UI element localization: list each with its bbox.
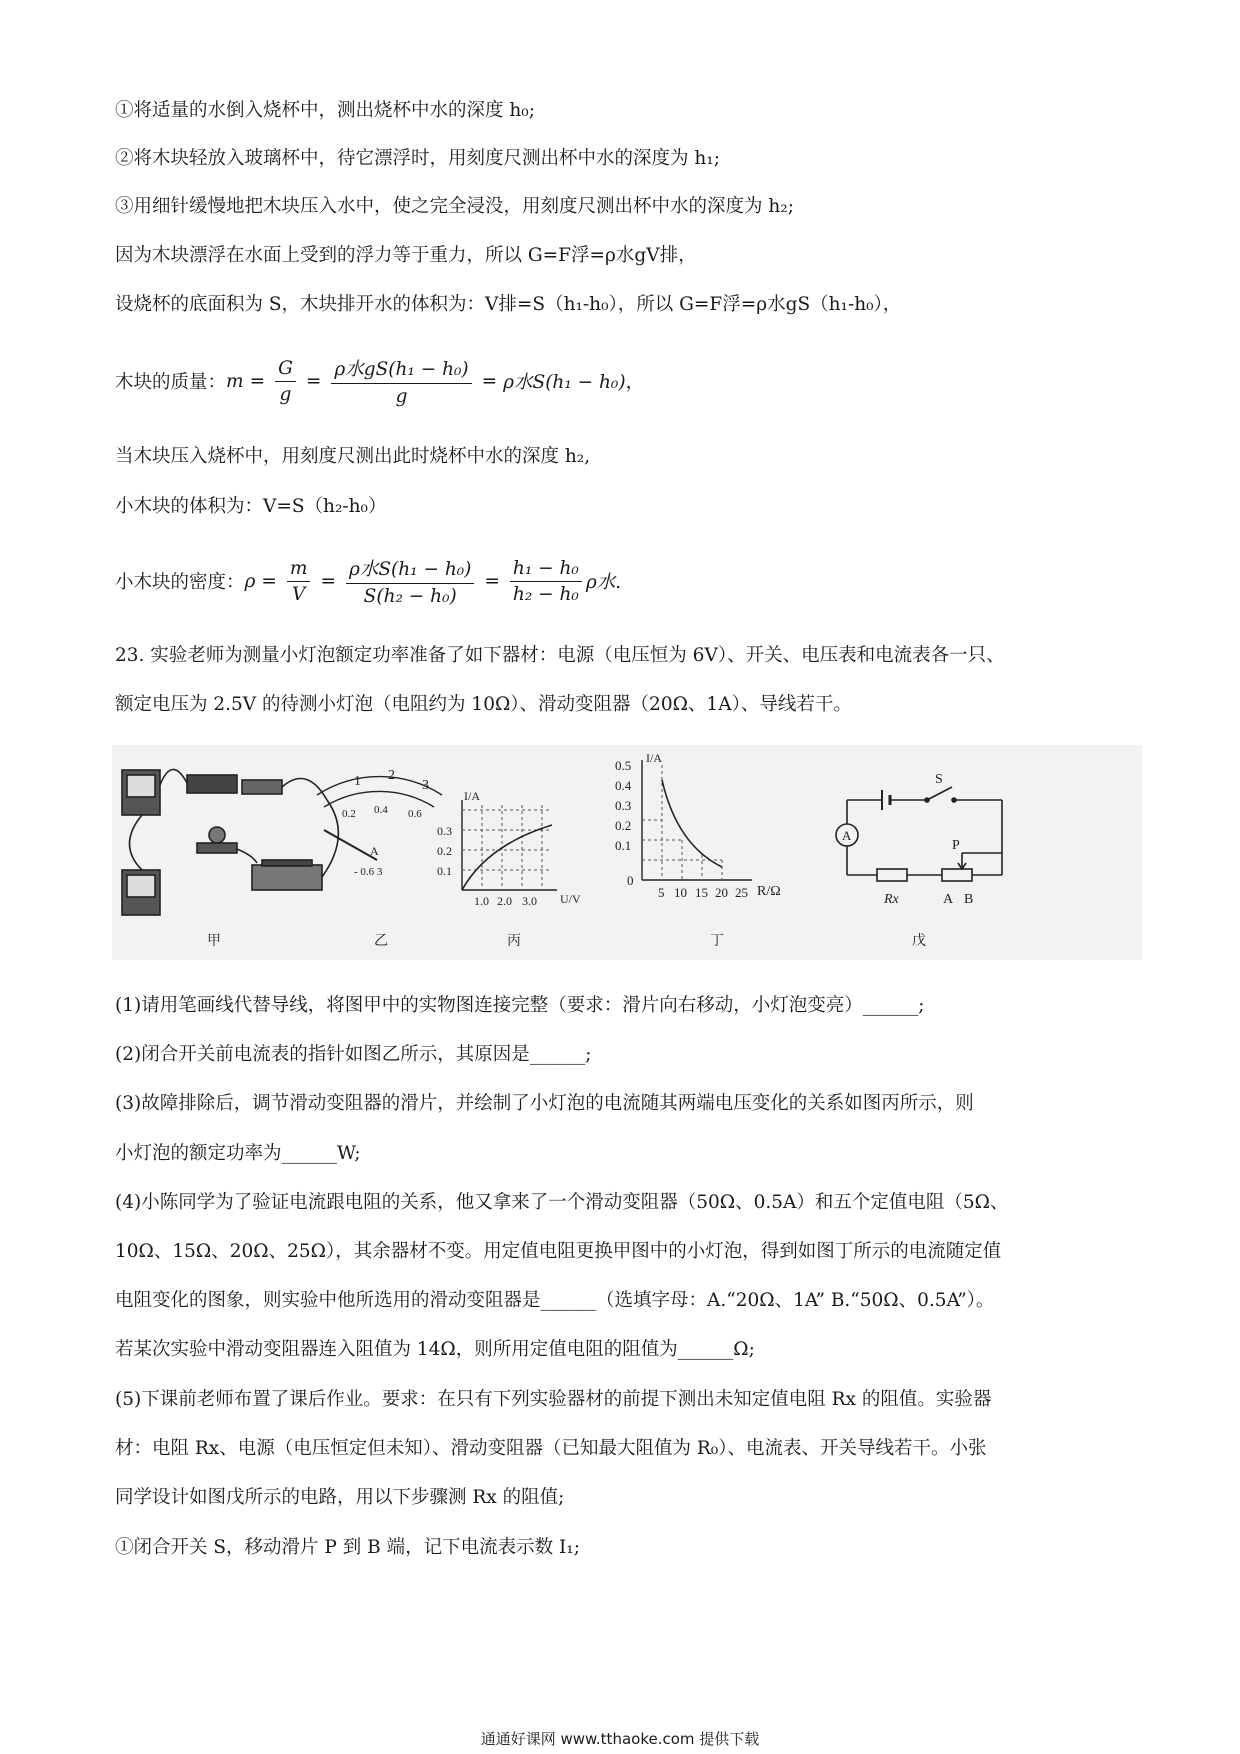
question-2: (2)闭合开关前电流表的指针如图乙所示，其原因是______; [115, 1044, 592, 1065]
mass-rhs: ρ水S(h₁ − h₀) [503, 372, 626, 393]
ding-ytick-01: 0.1 [615, 838, 632, 853]
caption-wu: 戊 [912, 934, 926, 949]
ding-ylabel: I/A [646, 751, 662, 765]
meter-tick-2: 2 [388, 768, 395, 783]
question-3-line-1: (3)故障排除后，调节滑动变阻器的滑片，并绘制了小灯泡的电流随其两端电压变化的关系如图丙所示，则 [115, 1093, 974, 1114]
step-1: ①将适量的水倒入烧杯中，测出烧杯中水的深度 h₀; [115, 100, 535, 121]
meter-terminals: - 0.6 3 [354, 866, 383, 878]
bing-xtick-3: 3.0 [522, 894, 537, 908]
question-5-line-2: 材：电阻 Rx、电源（电压恒定但未知）、滑动变阻器（已知最大阻值为 R₀）、电流表、开关导线若干。小张 [115, 1438, 987, 1459]
ding-ytick-0: 0 [627, 873, 634, 888]
q23-line-1: 23. 实验老师为测量小灯泡额定功率准备了如下器材：电源（电压恒为 6V）、开关、电压表和电流表各一只、 [115, 645, 1005, 666]
experiment-figures [112, 745, 1142, 960]
wu-end-b: B [964, 892, 974, 907]
bing-ytick-01: 0.1 [437, 864, 452, 878]
meter-tick-06: 0.6 [408, 808, 422, 820]
question-5-line-1: (5)下课前老师布置了课后作业。要求：在只有下列实验器材的前提下测出未知定值电阻 Rx 的阻值。实验器 [115, 1389, 992, 1410]
footer-site: 通通好课网 [480, 1730, 556, 1748]
mass-frac-1: $\frac{G}{g}$ [275, 358, 296, 405]
bing-xtick-1: 1.0 [474, 894, 489, 908]
ding-xtick-10: 10 [674, 885, 687, 900]
ding-xtick-15: 15 [695, 885, 708, 900]
question-5-step-1: ①闭合开关 S，移动滑片 P 到 B 端，记下电流表示数 I₁; [115, 1537, 580, 1558]
density-frac-2: $\frac{\text{ρ水S(h₁ − h₀)}}{\text{S(h₂ − h₀)}}$ [346, 555, 474, 607]
reason-line-1: 因为木块漂浮在水面上受到的浮力等于重力，所以 G=F浮=ρ水gV排， [115, 245, 697, 266]
question-3-line-2: 小灯泡的额定功率为______W; [115, 1143, 361, 1164]
wu-slider-label: P [952, 838, 960, 853]
ding-xtick-5: 5 [658, 885, 665, 900]
meter-tick-3: 3 [422, 778, 429, 793]
bing-ytick-03: 0.3 [437, 824, 452, 838]
ding-ytick-03: 0.3 [615, 798, 632, 813]
meter-terminal-a: A [370, 844, 379, 858]
q23-line-2: 额定电压为 2.5V 的待测小灯泡（电阻约为 10Ω）、滑动变阻器（20Ω、1A）、导线若干。 [115, 694, 852, 715]
wu-switch-label: S [935, 772, 943, 787]
page-footer [0, 1728, 1240, 1749]
wu-resistor-label: Rx [884, 892, 899, 907]
question-5-line-3: 同学设计如图戊所示的电路，用以下步骤测 Rx 的阻值; [115, 1487, 565, 1508]
caption-bing: 丙 [507, 934, 521, 949]
ding-xtick-20: 20 [715, 885, 728, 900]
density-frac-1: $\frac{m}{V}$ [287, 558, 311, 605]
question-4-line-4: 若某次实验中滑动变阻器连入阻值为 14Ω，则所用定值电阻的阻值为______Ω; [115, 1339, 755, 1360]
density-frac-3: $\frac{\text{h₁ − h₀}}{\text{h₂ − h₀}}$ [510, 558, 582, 605]
meter-tick-02: 0.2 [342, 808, 356, 820]
footer-suffix: 提供下载 [699, 1730, 760, 1748]
density-lhs: ρ [244, 570, 256, 592]
step-3: ③用细针缓慢地把木块压入水中，使之完全浸没，用刻度尺测出杯中水的深度为 h₂; [115, 196, 794, 217]
meter-tick-04: 0.4 [374, 804, 388, 816]
caption-ding: 丁 [710, 934, 724, 949]
density-label: 小木块的密度： [115, 572, 245, 593]
wu-end-a: A [943, 892, 954, 907]
press-text: 当木块压入烧杯中，用刻度尺测出此时烧杯中水的深度 h₂, [115, 446, 591, 467]
bing-ytick-02: 0.2 [437, 844, 452, 858]
volume-text: 小木块的体积为：V=S（h₂-h₀） [115, 496, 387, 517]
bing-ylabel: I/A [464, 789, 480, 803]
caption-yi: 乙 [374, 934, 388, 949]
ding-xlabel: R/Ω [757, 884, 781, 899]
reason-line-2: 设烧杯的底面积为 S，木块排开水的体积为：V排=S（h₁-h₀），所以 G=F浮=ρ水gS（h₁-h₀）， [115, 294, 902, 315]
footer-url-link[interactable]: www.tthaoke.com [560, 1730, 695, 1748]
mass-lhs: m [226, 370, 244, 392]
density-formula: 小木块的密度： ρ = $\frac{m}{V}$ = $\frac{\text{ρ水S(h₁ − h₀)}}{\text{S(h₂ − h₀)}}$ = $\frac{\text{h₁ − h₀}}{\text{h₂ − h₀}}$ ρ水. [115, 555, 621, 607]
bing-xtick-2: 2.0 [497, 894, 512, 908]
ding-ytick-05: 0.5 [615, 758, 632, 773]
question-4-line-2: 10Ω、15Ω、20Ω、25Ω），其余器材不变。用定值电阻更换甲图中的小灯泡，得到如图丁所示的电流随定值 [115, 1241, 1002, 1262]
mass-label: 木块的质量： [115, 372, 227, 393]
question-4-line-3: 电阻变化的图象，则实验中他所选用的滑动变阻器是______（选填字母：A.“20Ω、1A” B.“50Ω、0.5A”）。 [115, 1290, 995, 1311]
mass-formula: 木块的质量： m = $\frac{G}{g}$ = $\frac{\text{ρ水gS(h₁ − h₀)}}{g}$ = ρ水S(h₁ − h₀) ， [115, 355, 644, 407]
step-2: ②将木块轻放入玻璃杯中，待它漂浮时，用刻度尺测出杯中水的深度为 h₁; [115, 148, 720, 169]
wu-ammeter-label: A [842, 828, 852, 843]
ding-ytick-02: 0.2 [615, 818, 632, 833]
caption-jia: 甲 [207, 934, 221, 949]
ding-xtick-25: 25 [735, 885, 748, 900]
meter-tick-1: 1 [354, 774, 361, 789]
mass-frac-2: $\frac{\text{ρ水gS(h₁ − h₀)}}{g}$ [331, 355, 471, 407]
bing-xlabel: U/V [560, 892, 581, 906]
ding-ytick-04: 0.4 [615, 778, 632, 793]
question-4-line-1: (4)小陈同学为了验证电流跟电阻的关系，他又拿来了一个滑动变阻器（50Ω、0.5A）和五个定值电阻（5Ω、 [115, 1192, 1009, 1213]
question-1: (1)请用笔画线代替导线，将图甲中的实物图连接完整（要求：滑片向右移动，小灯泡变亮）______; [115, 995, 925, 1016]
